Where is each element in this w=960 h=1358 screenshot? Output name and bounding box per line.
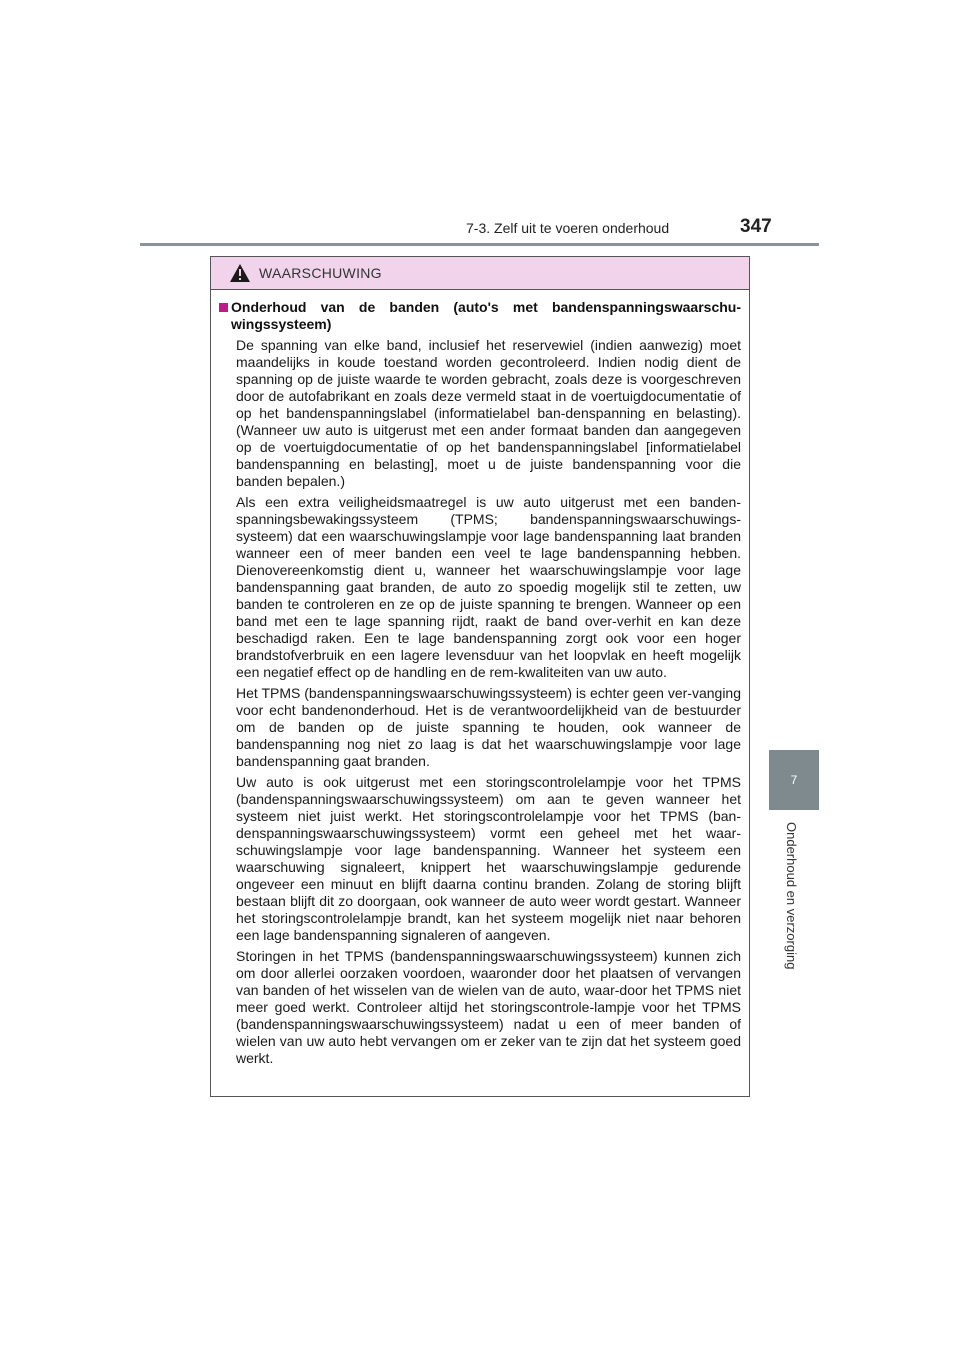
item-heading <box>219 299 741 333</box>
warning-header <box>211 257 749 290</box>
paragraph-3: Het TPMS (bandenspanningswaarschuwingssysteem) is echter geen ver-vanging voor echt bandenonderhoud. Het is de verantwoordelijkheid van de bestuurder om de banden op de juiste spanning te houden, ook wanneer de bandenspanning nog niet zo laag is dat het waarschuwingslampje voor lage bandenspanning gaat branden. <box>236 685 741 769</box>
warning-title: WAARSCHUWING <box>259 265 382 281</box>
paragraph-2: Als een extra veiligheidsmaatregel is uw auto uitgerust met een banden-spanningsbewakingssysteem (TPMS; bandenspanningswaarschuwings-systeem) dat een waarschuwingslampje voor lage bandenspanning laat branden wanneer een of meer banden een veel te lage bandenspanning hebben. Dienovereenkomstig dient u, wanneer het waarschuwingslampje voor lage bandenspanning gaat branden, de auto zo spoedig mogelijk stil te zetten, uw banden te controleren en ze op de juiste spanning te brengen. Wanneer op een band met een te lage spanning rijdt, raakt de band over-verhit en kan deze beschadigd raken. Een te lage bandenspanning zorgt ook voor een hoger brandstofverbruik en een lagere levensduur van het loopvlak en heeft mogelijk een negatief effect op de handling en de rem-kwaliteiten van uw auto. <box>236 494 741 680</box>
square-bullet-icon <box>219 303 228 312</box>
warning-triangle-icon <box>229 263 251 283</box>
item-heading-text: Onderhoud van de banden (auto's met bandenspanningswaarschu-wingssysteem) <box>231 299 741 332</box>
chapter-label: Onderhoud en verzorging <box>784 822 799 970</box>
paragraph-5: Storingen in het TPMS (bandenspanningswaarschuwingssysteem) kunnen zich om door allerlei oorzaken voordoen, waaronder door het plaatsen of vervangen van banden of het wisselen van de wielen van de auto, waar-door het TPMS niet meer goed werkt. Controleer altijd het storingscontrole-lampje voor het TPMS (bandenspanningswaarschuwingssysteem) nadat u een of meer banden of wielen van uw auto hebt vervangen om er zeker van te zijn dat het systeem goed werkt. <box>236 948 741 1066</box>
paragraph-1: De spanning van elke band, inclusief het reservewiel (indien aanwezig) moet maandelijks in koude toestand worden gecontroleerd. Indien nodig dient de spanning op de juiste waarde te worden gebracht, zoals deze is voorgeschreven door de autofabrikant en zoals deze vermeld staat in de voertuigdocumentatie of op het bandenspanningslabel (informatielabel ban-denspanning en belasting). (Wanneer uw auto is uitgerust met een ander formaat banden dan aangegeven op de voertuigdocumentatie of op het bandenspanningslabel [informatielabel bandenspanning en belasting], moet u de juiste bandenspanning voor die banden bepalen.) <box>236 337 741 489</box>
page-number: 347 <box>740 216 772 237</box>
warning-body <box>211 290 749 1067</box>
paragraph-4: Uw auto is ook uitgerust met een storingscontrolelampje voor het TPMS (bandenspanningswaarschuwingssysteem) om aan te geven wanneer het systeem niet juist werkt. Het storingscontrolelampje voor het TPMS (ban-denspanningswaarschuwingssysteem) vormt een geheel met het waar-schuwingslampje voor lage bandenspanning. Wanneer het systeem een waarschuwing signaleert, knippert het waarschuwingslampje gedurende ongeveer een minuut en blijft daarna continu branden. Zolang de storing blijft bestaan blijft dit zo doorgaan, ook wanneer de auto weer wordt gestart. Wanneer het storingscontrolelampje brandt, kan het systeem mogelijk niet naar behoren een lage bandenspanning signaleren of aangeven. <box>236 774 741 943</box>
header-divider <box>140 243 819 246</box>
warning-box <box>210 256 750 1097</box>
chapter-tab[interactable] <box>769 750 819 810</box>
section-title: 7-3. Zelf uit te voeren onderhoud <box>466 220 670 236</box>
chapter-number: 7 <box>790 773 798 787</box>
